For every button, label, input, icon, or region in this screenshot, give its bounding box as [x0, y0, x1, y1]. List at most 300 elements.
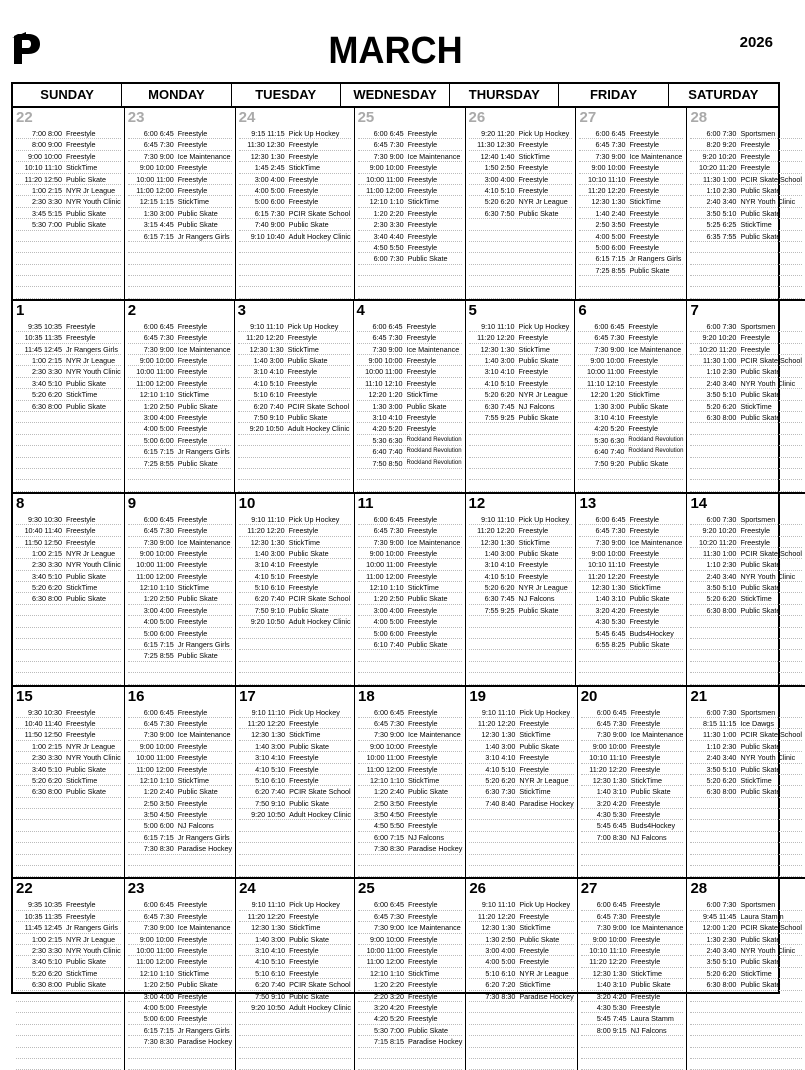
- day-cell[interactable]: [687, 879, 805, 1070]
- event-time: 3:40 4:40: [373, 231, 404, 241]
- empty-line: [690, 809, 802, 820]
- day-number: 17: [239, 687, 256, 705]
- day-cell[interactable]: [687, 108, 805, 299]
- event-name: Freestyle: [177, 174, 208, 184]
- day-cell[interactable]: [355, 687, 466, 878]
- event-name: Jr Rangers Girls: [177, 231, 230, 241]
- empty-line: [469, 458, 572, 469]
- empty-line: [16, 639, 121, 650]
- event-time: 9:00 10:00: [591, 548, 626, 558]
- event-name: Freestyle: [740, 151, 770, 161]
- day-number: 18: [358, 687, 375, 705]
- event-time: 12:30 1:30: [481, 730, 516, 740]
- empty-line: [16, 1036, 121, 1047]
- event-name: Freestyle: [407, 174, 438, 184]
- event-name: Freestyle: [407, 560, 438, 570]
- event-name: Freestyle: [66, 151, 96, 161]
- event-name: Freestyle: [630, 946, 661, 955]
- event-name: Freestyle: [518, 140, 549, 150]
- event-row: [578, 389, 683, 400]
- event-row: [358, 537, 462, 548]
- day-cell[interactable]: [578, 879, 688, 1070]
- event-time: 12:30 1:30: [251, 730, 286, 740]
- event-row: [469, 786, 573, 797]
- event-row: [469, 412, 572, 423]
- empty-line: [469, 843, 573, 854]
- event-row: [128, 514, 232, 525]
- event-time: 9:00 10:00: [368, 356, 403, 366]
- event-time: 6:30 7:30: [485, 787, 516, 797]
- empty-line: [690, 673, 802, 684]
- event-time: 6:20 7:40: [254, 594, 285, 604]
- event-row: [579, 231, 683, 242]
- event-name: StickTime: [407, 197, 439, 207]
- event-time: 11:30 12:30: [247, 140, 285, 150]
- event-row: [581, 991, 684, 1002]
- event-name: StickTime: [289, 730, 321, 740]
- event-name: Freestyle: [630, 991, 661, 1001]
- event-row: [16, 729, 121, 740]
- event-name: Freestyle: [177, 412, 208, 422]
- day-cell[interactable]: [578, 687, 688, 878]
- day-number: 2: [127, 301, 137, 319]
- empty-line: [16, 1013, 121, 1024]
- day-cell[interactable]: [466, 879, 577, 1070]
- event-row: [578, 366, 683, 377]
- day-cell[interactable]: [466, 108, 577, 299]
- event-row: [358, 945, 462, 956]
- event-name: Freestyle: [407, 140, 438, 150]
- event-time: 1:40 3:00: [485, 741, 516, 751]
- event-time: 6:20 7:20: [485, 980, 516, 990]
- event-row: [239, 899, 351, 910]
- event-row: [128, 707, 232, 718]
- event-name: Freestyle: [288, 571, 319, 581]
- event-time: 12:10 1:10: [369, 583, 404, 593]
- day-cell[interactable]: [355, 108, 466, 299]
- event-row: [690, 605, 802, 616]
- event-time: 2:40 3:40: [706, 946, 737, 955]
- event-time: 3:50 5:10: [706, 208, 737, 218]
- event-name: Freestyle: [288, 197, 319, 207]
- empty-line: [239, 1036, 351, 1047]
- event-time: 5:20 6:20: [706, 594, 737, 604]
- event-time: 1:45 2:45: [254, 163, 285, 173]
- event-time: 6:00 6:45: [143, 900, 174, 910]
- event-name: Freestyle: [408, 980, 438, 990]
- event-row: [128, 571, 232, 582]
- empty-line: [690, 1025, 802, 1036]
- event-row: [579, 242, 683, 253]
- event-row: [358, 899, 462, 910]
- day-cell[interactable]: [125, 494, 236, 685]
- event-time: 12:10 1:10: [369, 197, 404, 207]
- event-row: [690, 174, 802, 185]
- event-time: 8:00 9:15: [596, 1025, 627, 1035]
- event-name: Jr Rangers Girls: [177, 1025, 230, 1035]
- event-row: [469, 582, 573, 593]
- event-row: [16, 764, 121, 775]
- event-name: Public Skate: [66, 220, 106, 230]
- empty-line: [690, 855, 802, 866]
- event-time: 10:10 11:10: [24, 163, 62, 173]
- event-name: Freestyle: [630, 707, 661, 717]
- event-name: Freestyle: [630, 1002, 661, 1012]
- day-cell[interactable]: [466, 494, 577, 685]
- event-time: 6:00 7:30: [373, 254, 404, 264]
- event-row: [579, 162, 683, 173]
- day-cell[interactable]: [575, 301, 687, 492]
- day-cell[interactable]: [236, 108, 355, 299]
- event-name: Freestyle: [406, 333, 437, 343]
- event-row: [358, 843, 462, 854]
- event-name: Freestyle: [519, 764, 549, 774]
- day-cell[interactable]: [687, 687, 805, 878]
- event-time: 4:00 5:00: [595, 231, 626, 241]
- event-name: Ice Maintenance: [408, 923, 461, 933]
- event-row: [128, 752, 232, 763]
- event-time: 9:15 11:15: [251, 129, 285, 138]
- event-name: PCIR Skate School: [740, 548, 802, 558]
- event-row: [579, 616, 683, 627]
- day-cell[interactable]: [236, 687, 355, 878]
- empty-line: [690, 458, 802, 469]
- event-row: [239, 1002, 351, 1013]
- event-time: 11:20 12:20: [477, 526, 515, 536]
- event-row: [581, 820, 684, 831]
- day-number: 24: [239, 880, 256, 898]
- event-row: [358, 934, 462, 945]
- event-row: [128, 945, 232, 956]
- event-name: Freestyle: [519, 946, 549, 955]
- event-name: Public Skate: [740, 583, 781, 593]
- event-time: 9:45 11:45: [702, 911, 737, 921]
- event-row: [239, 786, 351, 797]
- event-row: [690, 139, 802, 150]
- event-name: Freestyle: [630, 718, 661, 728]
- day-number: 26: [469, 880, 487, 898]
- event-time: 3:50 4:50: [374, 810, 404, 820]
- day-cell[interactable]: [236, 879, 355, 1070]
- empty-line: [469, 231, 573, 242]
- event-name: Freestyle: [288, 583, 319, 593]
- event-time: 5:20 6:20: [484, 390, 515, 400]
- event-time: 3:10 4:10: [255, 946, 286, 955]
- event-time: 3:00 4:00: [485, 946, 516, 955]
- event-name: Public Skate: [177, 220, 218, 230]
- event-name: Freestyle: [408, 810, 438, 820]
- event-name: Ice Maintenance: [177, 537, 231, 547]
- event-time: 4:10 5:10: [255, 764, 286, 774]
- event-name: StickTime: [406, 390, 438, 400]
- event-name: Freestyle: [289, 775, 319, 785]
- event-name: Public Skate: [740, 957, 781, 967]
- day-cell[interactable]: [576, 494, 687, 685]
- event-row: [128, 605, 232, 616]
- empty-line: [239, 639, 351, 650]
- empty-line: [128, 276, 232, 287]
- event-time: 6:15 7:15: [595, 254, 626, 264]
- event-time: 9:00 10:00: [590, 356, 625, 366]
- event-row: [238, 366, 350, 377]
- day-cell[interactable]: [125, 687, 236, 878]
- day-cell[interactable]: [466, 687, 577, 878]
- empty-line: [239, 820, 351, 831]
- event-row: [239, 991, 351, 1002]
- event-time: 1:50 2:50: [484, 163, 515, 173]
- event-time: 7:30 8:30: [143, 844, 174, 854]
- event-name: Public Skate: [740, 764, 781, 774]
- event-time: 9:10 10:40: [250, 231, 285, 241]
- event-time: 4:10 5:10: [484, 571, 515, 581]
- event-row: [16, 593, 121, 604]
- event-row: [469, 571, 573, 582]
- event-time: 6:45 7:30: [143, 718, 174, 728]
- event-row: [579, 208, 683, 219]
- day-cell[interactable]: [687, 494, 805, 685]
- event-row: [358, 139, 462, 150]
- event-name: Freestyle: [628, 356, 658, 366]
- event-row: [690, 979, 802, 990]
- empty-line: [578, 469, 683, 480]
- event-row: [579, 514, 683, 525]
- event-row: [469, 208, 573, 219]
- event-row: [469, 378, 572, 389]
- day-number: 23: [127, 880, 145, 898]
- day-cell[interactable]: [355, 494, 466, 685]
- event-row: [239, 162, 351, 173]
- event-row: [578, 401, 683, 412]
- event-name: Freestyle: [177, 946, 208, 955]
- event-name: Ice Maintenance: [177, 151, 231, 161]
- event-time: 4:00 5:00: [143, 617, 174, 627]
- day-cell[interactable]: [13, 301, 125, 492]
- event-row: [690, 128, 802, 139]
- event-time: 7:30 9:00: [143, 344, 174, 354]
- event-time: 1:20 2:20: [374, 980, 404, 990]
- event-row: [581, 1002, 684, 1013]
- event-row: [358, 571, 462, 582]
- event-name: Ice Maintenance: [177, 730, 231, 740]
- event-time: 9:10 11:10: [481, 707, 516, 717]
- event-row: [358, 786, 462, 797]
- event-time: 7:50 9:10: [254, 605, 285, 615]
- day-cell[interactable]: [13, 687, 125, 878]
- event-row: [579, 128, 683, 139]
- event-name: Freestyle: [66, 129, 96, 138]
- event-time: 9:10 11:10: [251, 707, 286, 717]
- event-time: 11:10 12:10: [365, 378, 403, 388]
- event-name: Freestyle: [630, 911, 661, 921]
- event-time: 9:10 11:10: [481, 321, 515, 331]
- event-row: [690, 786, 802, 797]
- event-time: 10:00 11:00: [366, 174, 404, 184]
- event-name: StickTime: [177, 583, 210, 593]
- event-row: [128, 401, 231, 412]
- event-row: [128, 820, 232, 831]
- event-time: 4:10 5:10: [255, 957, 286, 967]
- event-time: 9:00 10:00: [139, 934, 174, 944]
- event-time: 2:40 3:40: [706, 197, 737, 207]
- event-time: 1:10 2:30: [706, 367, 737, 377]
- empty-line: [690, 991, 802, 1002]
- day-number: 10: [238, 494, 256, 512]
- event-time: 12:30 1:30: [592, 968, 627, 978]
- empty-line: [238, 446, 350, 457]
- event-name: Freestyle: [177, 435, 208, 445]
- event-time: 10:10 11:10: [588, 174, 626, 184]
- event-row: [469, 139, 573, 150]
- day-cell[interactable]: [466, 301, 576, 492]
- event-name: Freestyle: [177, 356, 208, 366]
- event-name: Freestyle: [630, 957, 661, 967]
- day-number: 23: [127, 109, 145, 126]
- empty-line: [128, 242, 232, 253]
- day-number: 6: [578, 301, 587, 319]
- empty-line: [690, 480, 802, 491]
- event-row: [16, 934, 121, 945]
- event-name: PCIR Skate School: [288, 594, 351, 604]
- event-row: [578, 423, 683, 434]
- day-cell[interactable]: [125, 301, 235, 492]
- event-name: NJ Falcons: [630, 832, 667, 842]
- empty-line: [690, 1048, 802, 1059]
- event-name: Paradise Hockey: [408, 844, 463, 854]
- empty-line: [239, 832, 351, 843]
- event-name: Freestyle: [177, 424, 208, 434]
- day-cell[interactable]: [236, 494, 355, 685]
- event-time: 5:20 6:20: [485, 775, 516, 785]
- event-name: Freestyle: [289, 753, 319, 763]
- event-row: [16, 979, 121, 990]
- event-time: 9:00 10:00: [139, 548, 174, 558]
- event-time: 5:20 6:20: [706, 968, 737, 978]
- event-time: 12:30 1:30: [251, 923, 286, 933]
- event-name: Rockland Revolution: [406, 436, 462, 443]
- event-name: StickTime: [66, 583, 98, 593]
- day-number: 3: [237, 301, 246, 319]
- empty-line: [128, 469, 231, 480]
- event-time: 5:45 6:45: [596, 821, 627, 831]
- event-name: Freestyle: [177, 718, 208, 728]
- day-cell[interactable]: [687, 301, 805, 492]
- event-name: Rockland Revolution: [406, 459, 462, 466]
- event-name: Jr Rangers Girls: [177, 832, 230, 842]
- event-name: Freestyle: [629, 220, 660, 230]
- event-time: 2:30 3:30: [32, 197, 62, 207]
- event-time: 6:00 6:45: [596, 900, 627, 910]
- event-name: Freestyle: [519, 957, 549, 967]
- event-time: 11:00 12:00: [366, 764, 404, 774]
- event-time: 11:20 12:50: [24, 174, 62, 184]
- event-time: 5:45 6:45: [595, 628, 626, 638]
- event-time: 4:50 5:50: [373, 242, 404, 252]
- event-time: 3:00 4:00: [254, 174, 285, 184]
- event-time: 5:10 6:10: [255, 968, 286, 978]
- day-number: 15: [16, 687, 33, 705]
- event-time: 5:30 6:30: [372, 435, 403, 445]
- event-time: 5:20 6:20: [32, 390, 62, 400]
- event-time: 3:10 4:10: [485, 753, 516, 763]
- event-time: 2:30 3:30: [32, 753, 62, 763]
- day-cell[interactable]: [13, 494, 125, 685]
- event-time: 9:00 10:00: [369, 163, 404, 173]
- event-name: StickTime: [408, 968, 440, 978]
- event-row: [690, 911, 802, 922]
- event-row: [238, 321, 350, 332]
- event-name: NYR Youth Clinic: [740, 571, 796, 581]
- day-cell[interactable]: [125, 108, 236, 299]
- event-time: 9:20 10:50: [251, 1002, 286, 1012]
- event-name: Freestyle: [408, 1014, 438, 1024]
- event-time: 4:20 5:20: [372, 424, 403, 434]
- event-row: [690, 366, 802, 377]
- empty-line: [469, 820, 573, 831]
- event-name: Freestyle: [177, 378, 208, 388]
- event-name: Freestyle: [629, 140, 660, 150]
- day-cell[interactable]: [13, 108, 125, 299]
- empty-line: [128, 265, 232, 276]
- day-cell[interactable]: [576, 108, 687, 299]
- event-time: 1:10 2:30: [706, 560, 737, 570]
- event-row: [358, 151, 462, 162]
- event-time: 6:40 7:40: [372, 447, 403, 457]
- event-time: 12:30 1:30: [591, 197, 626, 207]
- event-name: NYR Youth Clinic: [66, 946, 121, 955]
- event-name: Public Skate: [66, 787, 106, 797]
- event-row: [357, 378, 462, 389]
- event-time: 8:15 11:15: [702, 718, 737, 728]
- event-name: Freestyle: [629, 231, 660, 241]
- event-name: Freestyle: [177, 185, 208, 195]
- event-time: 12:10 1:10: [139, 968, 174, 978]
- event-name: Adult Hockey Clinic: [288, 617, 351, 627]
- event-time: 9:20 10:50: [250, 617, 285, 627]
- day-cell[interactable]: [355, 879, 466, 1070]
- event-name: StickTime: [177, 775, 210, 785]
- event-row: [358, 798, 462, 809]
- empty-line: [16, 673, 121, 684]
- event-row: [128, 378, 231, 389]
- event-row: [358, 174, 462, 185]
- event-name: Freestyle: [408, 957, 438, 967]
- event-row: [128, 582, 232, 593]
- day-cell[interactable]: [125, 879, 236, 1070]
- day-cell[interactable]: [235, 301, 354, 492]
- event-time: 9:30 10:30: [28, 707, 62, 717]
- week-row: [13, 879, 805, 1070]
- event-name: StickTime: [629, 583, 661, 593]
- event-time: 10:00 11:00: [586, 367, 625, 377]
- event-name: Public Skate: [518, 356, 559, 366]
- event-row: [579, 219, 683, 230]
- empty-line: [579, 673, 683, 684]
- empty-line: [579, 287, 683, 298]
- day-cell[interactable]: [13, 879, 125, 1070]
- event-time: 1:00 2:15: [32, 185, 62, 195]
- event-time: 7:30 9:00: [143, 151, 174, 161]
- day-cell[interactable]: [354, 301, 466, 492]
- event-name: Freestyle: [406, 367, 437, 377]
- event-time: 3:50 5:10: [706, 390, 737, 400]
- event-row: [239, 945, 351, 956]
- event-time: 11:20 12:20: [477, 718, 516, 728]
- event-time: 3:50 5:10: [706, 957, 737, 967]
- empty-line: [690, 446, 802, 457]
- event-time: 6:30 7:45: [484, 401, 515, 411]
- event-name: Freestyle: [177, 617, 208, 627]
- event-time: 11:20 12:20: [247, 718, 286, 728]
